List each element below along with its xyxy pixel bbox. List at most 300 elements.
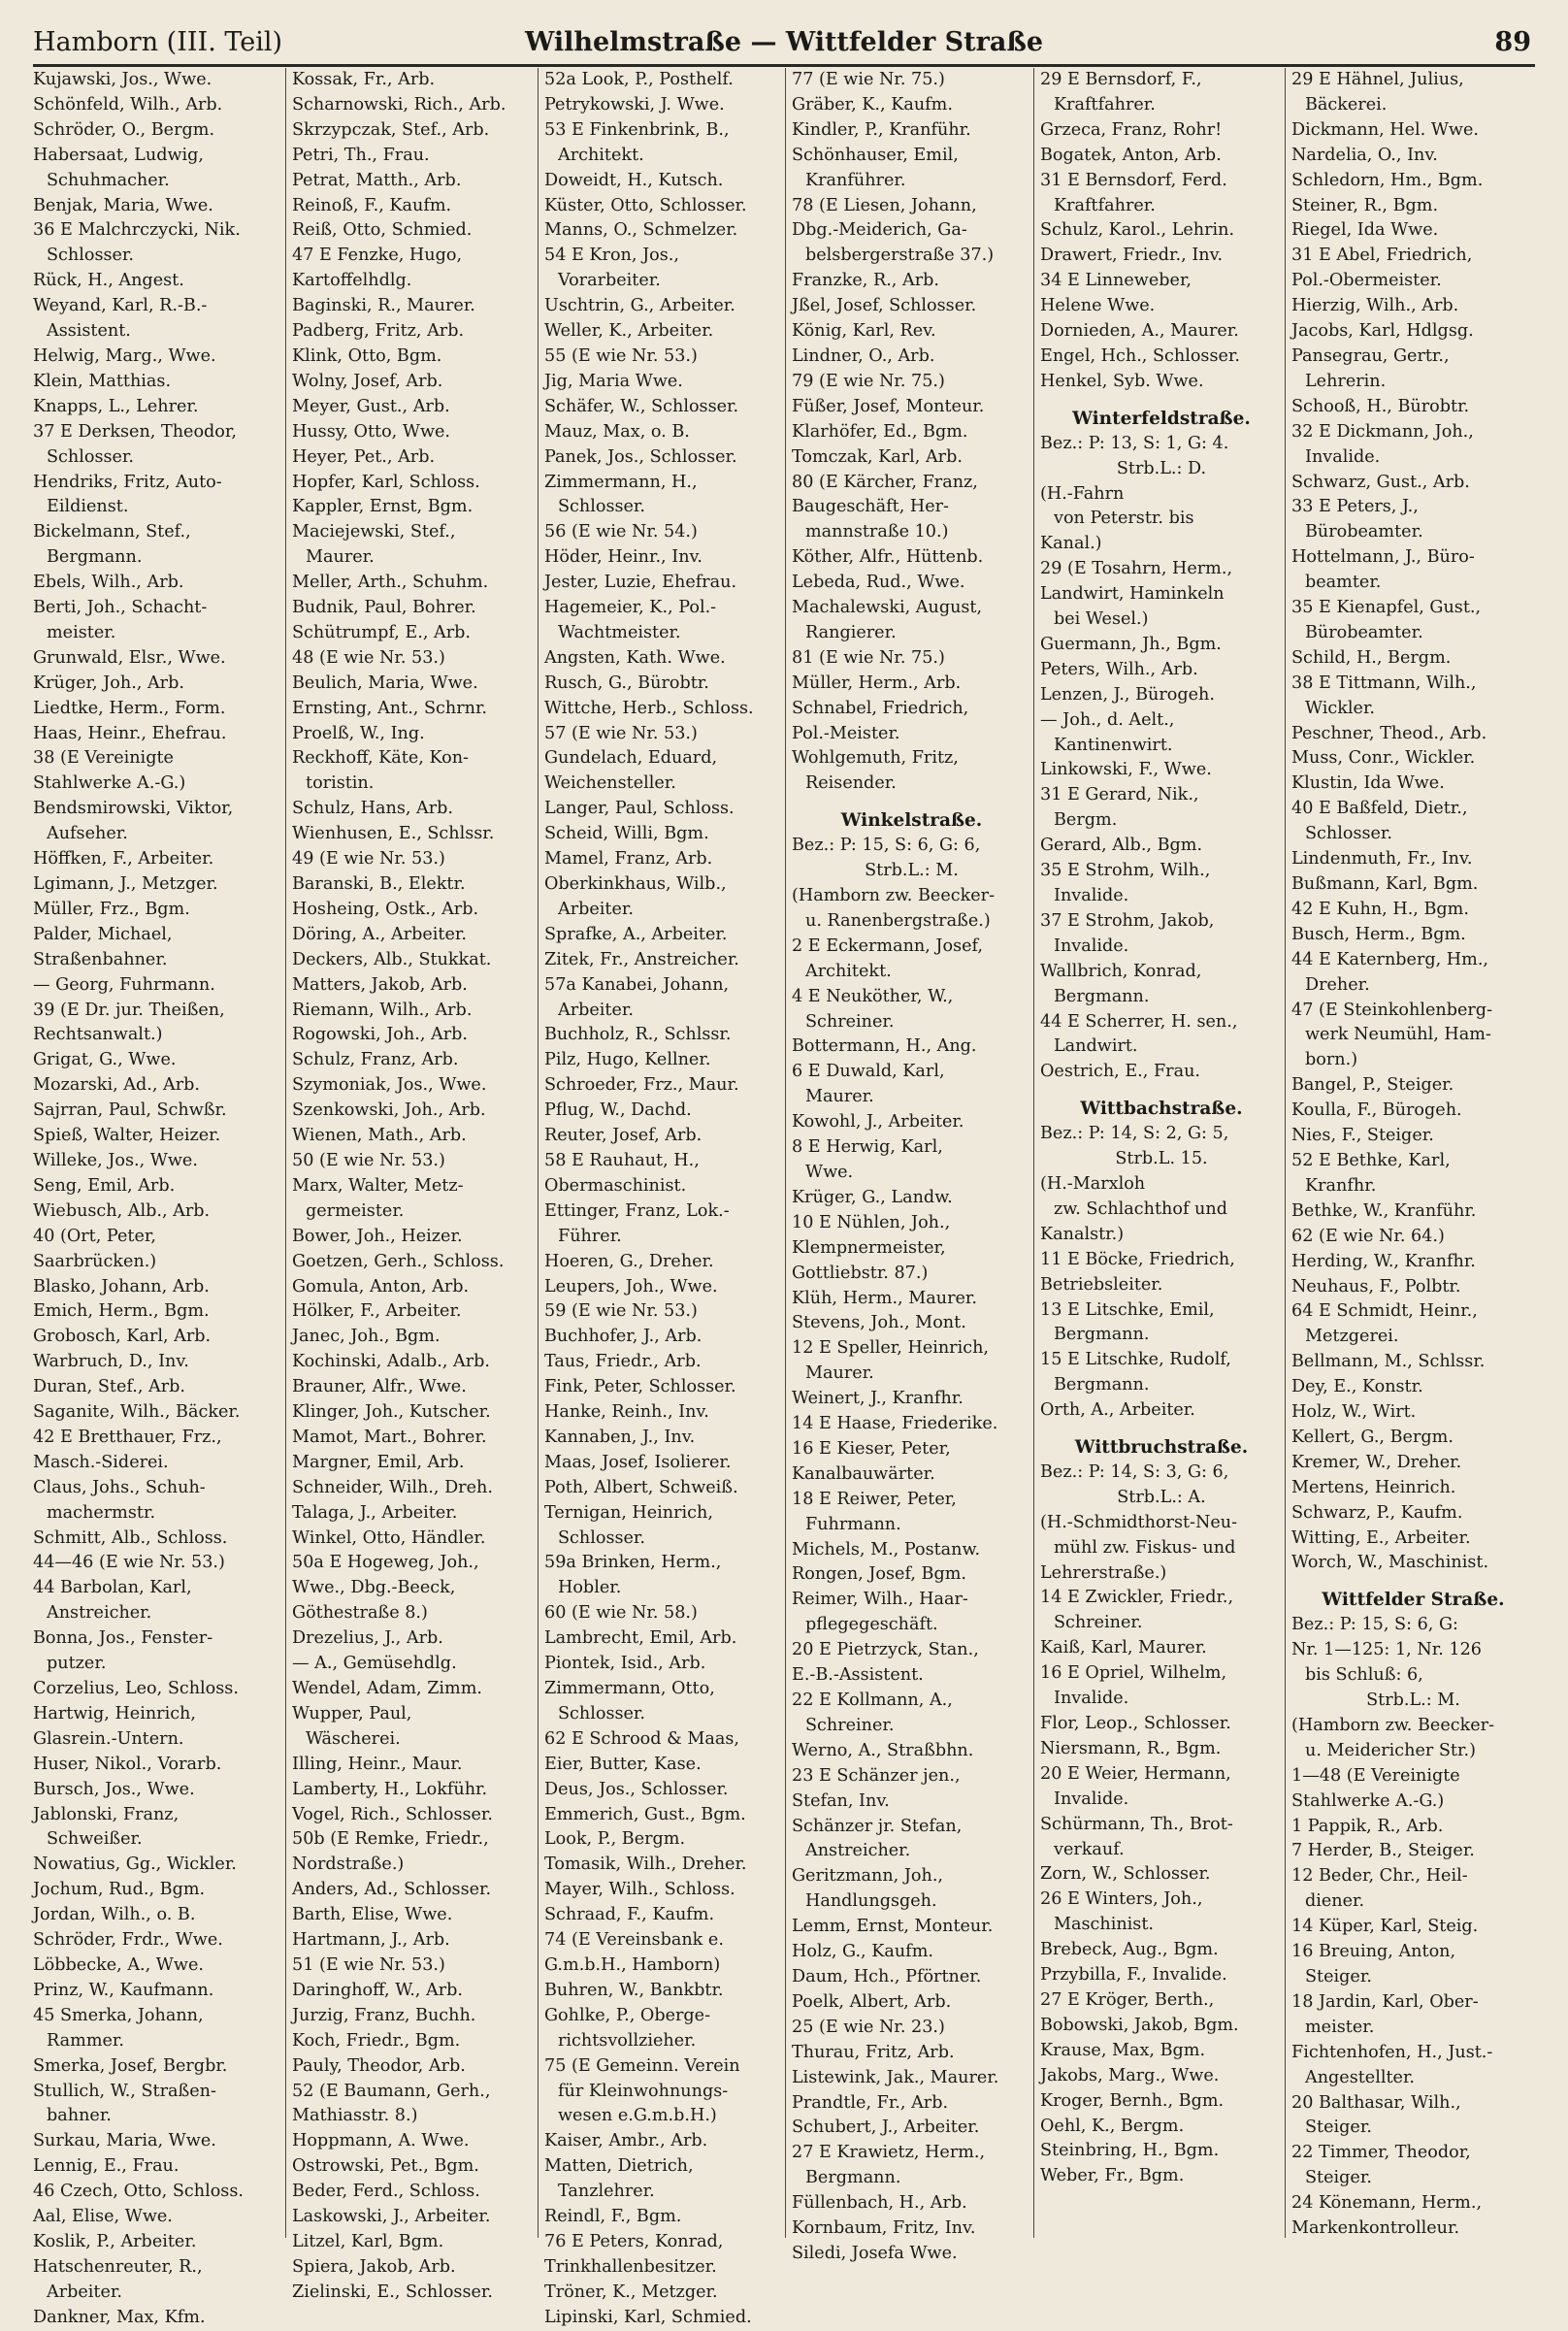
entry-line: 27 E Krawietz, Herm., (792, 2143, 986, 2163)
entry-line: Werno, A., Straßbhn. (792, 1740, 974, 1760)
entry-line: Laskowski, J., Arbeiter. (292, 2207, 491, 2227)
entry-line: Berti, Joh., Schacht- (33, 598, 208, 618)
entry-line: Invalide. (1054, 886, 1129, 905)
entry-line: 44 Barbolan, Karl, (33, 1578, 192, 1598)
entry-line: Riemann, Wilh., Arb. (292, 1000, 473, 1020)
entry-line: Angestellter. (1305, 2067, 1416, 2087)
entry-line: Lambrecht, Emil, Arb. (544, 1628, 737, 1649)
entry-line: (H.-Marxloh (1040, 1173, 1146, 1194)
entry-line: Maurer. (306, 547, 375, 568)
entry-line: Wäscherei. (306, 1728, 401, 1749)
entry-line: Litzel, Karl, Bgm. (292, 2231, 444, 2251)
entry-line: Bursch, Jos., Wwe. (33, 1779, 195, 1799)
entry-line: 50a E Hogeweg, Joh., (292, 1553, 479, 1573)
entry-line: Schledorn, Hm., Bgm. (1291, 170, 1484, 190)
entry-line: Panek, Jos., Schlosser. (544, 446, 737, 467)
entry-line: Holz, G., Kaufm. (792, 1942, 933, 1962)
entry-line: Langer, Paul, Schloss. (544, 799, 735, 819)
entry-line: 49 (E wie Nr. 53.) (292, 849, 445, 870)
entry-line: 1 Pappik, R., Arb. (1291, 1816, 1444, 1836)
entry-line: Gohlke, P., Oberge- (544, 2005, 711, 2025)
entry-line: Küster, Otto, Schlosser. (544, 195, 747, 215)
entry-line: Anstreicher. (805, 1841, 911, 1861)
section-title: Hamborn (III. Teil) (33, 27, 283, 57)
entry-line: Baugeschäft, Her- (792, 497, 950, 517)
entry-line: Invalide. (1054, 1689, 1129, 1709)
entry-line: Schreiner. (805, 1011, 895, 1032)
entry-line: 48 (E wie Nr. 53.) (292, 647, 445, 668)
entry-line: Schuhmacher. (47, 170, 170, 190)
entry-line: Bergmann. (1054, 986, 1150, 1006)
entry-line: 64 E Schmidt, Heinr., (1291, 1301, 1478, 1322)
entry-line: Barth, Elise, Wwe. (292, 1905, 453, 1925)
entry-line: Bürobeamter. (1305, 622, 1423, 642)
entry-line: 20 E Weier, Hermann, (1040, 1763, 1231, 1784)
entry-line: Aal, Elise, Wwe. (33, 2207, 173, 2227)
entry-line: Meller, Arth., Schuhm. (292, 573, 489, 593)
entry-line: Schönfeld, Wilh., Arb. (33, 94, 223, 115)
entry-line: Oehl, K., Bergm. (1040, 2116, 1185, 2136)
entry-line: Wickler. (1305, 698, 1376, 718)
entry-line: Schütrumpf, E., Arb. (292, 622, 471, 642)
entry-line: Bendsmirowski, Viktor, (33, 799, 234, 819)
entry-line: Schwarz, Gust., Arb. (1291, 472, 1470, 492)
entry-line: putzer. (47, 1654, 107, 1674)
entry-line: Hölker, F., Arbeiter. (292, 1301, 462, 1322)
entry-line: Franzke, R., Arb. (792, 271, 939, 291)
entry-line: Gottliebstr. 87.) (792, 1263, 929, 1283)
entry-line: Bäckerei. (1305, 94, 1388, 115)
entry-line: Szenkowski, Joh., Arb. (292, 1100, 486, 1121)
entry-line: 60 (E wie Nr. 58.) (544, 1603, 698, 1624)
entry-line: verkauf. (1054, 1839, 1125, 1859)
entry-line: Rammer. (47, 2030, 124, 2051)
entry-line: Leupers, Joh., Wwe. (544, 1276, 718, 1297)
entry-line: Budnik, Paul, Bohrer. (292, 598, 476, 618)
entry-line: Wallbrich, Konrad, (1040, 961, 1202, 981)
entry-line: 40 E Baßfeld, Dietr., (1291, 799, 1468, 819)
entry-line: Hatschenreuter, R., (33, 2256, 203, 2277)
entry-line: Benjak, Maria, Wwe. (33, 195, 213, 215)
entry-line: u. Meidericher Str.) (1305, 1740, 1476, 1760)
entry-line: Bergmann. (1054, 1375, 1150, 1395)
entry-line: Metzgerei. (1305, 1327, 1399, 1347)
entry-line: Matters, Jakob, Arb. (292, 974, 468, 995)
entry-line: 20 E Pietrzyck, Stan., (792, 1640, 979, 1660)
entry-line: Scharnowski, Rich., Arb. (292, 94, 506, 115)
entry-line: Guermann, Jh., Bgm. (1040, 634, 1222, 654)
entry-line: Dreher. (1305, 974, 1370, 995)
entry-line: Oestrich, E., Frau. (1040, 1062, 1200, 1082)
entry-line: pflegegeschäft. (805, 1615, 938, 1635)
entry-line: 4 E Neuköther, W., (792, 986, 954, 1006)
entry-line: Jurzig, Franz, Buchh. (292, 2005, 476, 2025)
entry-line: 44 E Katernberg, Hm., (1291, 949, 1489, 969)
entry-line: Sajrran, Paul, Schwßr. (33, 1100, 227, 1121)
entry-line: 80 (E Kärcher, Franz, (792, 472, 978, 492)
entry-line: Höder, Heinr., Inv. (544, 547, 702, 568)
entry-line: 42 E Bretthauer, Frz., (33, 1427, 222, 1447)
entry-line: Baginski, R., Maurer. (292, 296, 475, 316)
entry-line: Prinz, W., Kaufmann. (33, 1980, 214, 2000)
entry-line: Klein, Matthias. (33, 371, 172, 391)
entry-line: Steiger. (1305, 2168, 1372, 2188)
entry-line: Habersaat, Ludwig, (33, 145, 204, 165)
entry-line: Eier, Butter, Kase. (544, 1754, 702, 1774)
entry-line: Schwarz, P., Kaufm. (1291, 1502, 1463, 1523)
entry-line: Krüger, Joh., Arb. (33, 673, 184, 693)
entry-line: 76 E Peters, Konrad, (544, 2231, 724, 2251)
entry-line: Pflug, W., Dachd. (544, 1100, 692, 1121)
entry-line: Buhren, W., Bankbtr. (544, 1980, 724, 2000)
entry-line: Höffken, F., Arbeiter. (33, 849, 214, 870)
entry-line: 50 (E wie Nr. 53.) (292, 1150, 445, 1170)
entry-line: Markenkontrolleur. (1291, 2218, 1460, 2239)
entry-line: Gomula, Anton, Arb. (292, 1276, 470, 1297)
entry-line: Hopfer, Karl, Schloss. (292, 472, 480, 492)
entry-line: Zitek, Fr., Anstreicher. (544, 949, 739, 969)
entry-line: 20 Balthasar, Wilh., (1291, 2092, 1461, 2113)
entry-line: Helene Wwe. (1040, 296, 1156, 316)
entry-line: Schulz, Franz, Arb. (292, 1050, 459, 1070)
entry-line: Invalide. (1054, 1789, 1129, 1809)
entry-line: Huser, Nikol., Vorarb. (33, 1754, 222, 1774)
entry-line: Steiner, R., Bgm. (1291, 195, 1439, 215)
entry-line: 36 E Malchrczycki, Nik. (33, 220, 241, 241)
entry-line: Meyer, Gust., Arb. (292, 396, 450, 416)
entry-line: 23 E Schänzer jen., (792, 1765, 961, 1786)
entry-line: 33 E Peters, J., (1291, 497, 1419, 517)
entry-line: Wienen, Math., Arb. (292, 1126, 467, 1146)
entry-line: (H.-Schmidthorst-Neu- (1040, 1512, 1238, 1532)
entry-line: Stahlwerke A.-G.) (33, 773, 186, 794)
entry-line: 10 E Nühlen, Joh., (792, 1212, 951, 1232)
entry-line: Pol.-Obermeister. (1291, 271, 1442, 291)
entry-line: Deckers, Alb., Stukkat. (292, 949, 492, 969)
entry-line: Pauly, Theodor, Arb. (292, 2055, 466, 2076)
entry-line: Szymoniak, Jos., Wwe. (292, 1075, 487, 1096)
entry-line: Kannaben, J., Inv. (544, 1427, 696, 1447)
entry-line: 11 E Böcke, Friedrich, (1040, 1249, 1235, 1269)
directory-column (785, 68, 1031, 2263)
entry-line: 13 E Litschke, Emil, (1040, 1299, 1215, 1320)
entry-line: Zimmermann, H., (544, 472, 698, 492)
entry-line: 16 E Opriel, Wilhelm, (1040, 1663, 1227, 1684)
entry-line: Proelß, W., Ing. (292, 723, 425, 743)
entry-line: Surkau, Maria, Wwe. (33, 2131, 216, 2151)
entry-line: 14 Küper, Karl, Steig. (1291, 1917, 1479, 1937)
entry-line: Piontek, Isid., Arb. (544, 1654, 706, 1674)
entry-line: Machalewski, August, (792, 598, 983, 618)
entry-line: Wwe., Dbg.-Beeck, (292, 1578, 456, 1598)
entry-line: Lehrerstraße.) (1040, 1562, 1167, 1583)
entry-line: Stefan, Inv. (792, 1790, 890, 1811)
entry-line: Wendel, Adam, Zimm. (292, 1679, 483, 1698)
entry-line: Zielinski, E., Schlosser. (292, 2282, 493, 2302)
entry-line: Rück, H., Angest. (33, 271, 184, 291)
street-heading: Winterfeldstraße. (1072, 408, 1251, 429)
entry-line: Schroeder, Frz., Maur. (544, 1075, 739, 1096)
entry-line: Hendriks, Fritz, Auto- (33, 472, 222, 492)
entry-line: 44 E Scherrer, H. sen., (1040, 1011, 1238, 1032)
entry-line: Pansegrau, Gertr., (1291, 345, 1450, 366)
entry-line: Kaiß, Karl, Maurer. (1040, 1638, 1207, 1658)
directory-column (285, 68, 536, 2302)
entry-line: Kanalbauwärter. (792, 1463, 935, 1484)
entry-line: Betriebsleiter. (1040, 1274, 1163, 1295)
entry-line: Mozarski, Ad., Arb. (33, 1075, 200, 1096)
entry-line: Arbeiter. (47, 2282, 122, 2302)
entry-line: Mauz, Max, o. B. (544, 421, 690, 442)
entry-line: Rangierer. (805, 622, 897, 642)
entry-line: Maciejewski, Stef., (292, 522, 456, 542)
entry-line: 29 E Bernsdorf, F., (1040, 70, 1202, 89)
entry-line: Engel, Hch., Schlosser. (1040, 345, 1240, 366)
entry-line: Hierzig, Wilh., Arb. (1291, 296, 1459, 316)
entry-line: Rechtsanwalt.) (33, 1025, 163, 1045)
entry-line: Buchholz, R., Schlssr. (544, 1025, 732, 1045)
entry-line: Hagemeier, K., Pol.- (544, 598, 717, 618)
entry-line: Schreiner. (805, 1715, 895, 1735)
entry-line: Obermaschinist. (544, 1175, 687, 1196)
entry-line: 40 (Ort, Peter, (33, 1226, 156, 1246)
entry-line: born.) (1305, 1050, 1358, 1070)
entry-line: Kraftfahrer. (1054, 94, 1156, 115)
entry-line: 35 E Kienapfel, Gust., (1291, 598, 1482, 618)
entry-line: für Kleinwohnungs- (558, 2081, 729, 2101)
entry-line: Bickelmann, Stef., (33, 522, 191, 542)
entry-line: Fink, Peter, Schlosser. (544, 1377, 736, 1397)
entry-line: richtsvollzieher. (558, 2030, 697, 2051)
entry-line: Handlungsgeh. (805, 1891, 937, 1912)
entry-line: Kranführer. (805, 170, 906, 190)
entry-line: Schlosser. (47, 246, 134, 266)
entry-line: Mamot, Mart., Bohrer. (292, 1427, 487, 1447)
entry-line: Schänzer jr. Stefan, (792, 1816, 963, 1836)
entry-line: Bonna, Jos., Fenster- (33, 1628, 213, 1649)
entry-line: 57 (E wie Nr. 53.) (544, 723, 698, 743)
entry-line: 8 E Herwig, Karl, (792, 1137, 943, 1158)
entry-line: Jig, Maria Wwe. (544, 371, 683, 391)
entry-line: Ettinger, Franz, Lok.- (544, 1200, 730, 1221)
entry-line: Schröder, O., Bergm. (33, 119, 215, 140)
entry-line: Maschinist. (1054, 1915, 1154, 1935)
entry-line: Kornbaum, Fritz, Inv. (792, 2218, 976, 2239)
entry-line: 45 Smerka, Johann, (33, 2005, 204, 2025)
entry-line: Beder, Ferd., Schloss. (292, 2182, 480, 2202)
entry-line: Drawert, Friedr., Inv. (1040, 246, 1224, 266)
entry-line: Kossak, Fr., Arb. (292, 70, 436, 89)
entry-line: 12 E Speller, Heinrich, (792, 1338, 989, 1359)
entry-line: Prandtle, Fr., Arb. (792, 2092, 949, 2113)
entry-line: 62 E Schrood & Maas, (544, 1728, 739, 1749)
entry-line: Grigat, G., Wwe. (33, 1050, 177, 1070)
entry-line: Kaiser, Ambr., Arb. (544, 2131, 708, 2151)
entry-line: Hanke, Reinh., Inv. (544, 1402, 709, 1423)
entry-line: Rusch, G., Bürobtr. (544, 673, 709, 693)
entry-line: Schröder, Frdr., Wwe. (33, 1930, 223, 1951)
entry-line: Grzeca, Franz, Rohr! (1040, 119, 1223, 140)
entry-line: Nies, F., Steiger. (1291, 1126, 1434, 1146)
entry-line: 31 E Gerard, Nik., (1040, 785, 1199, 805)
entry-line: Wachtmeister. (558, 622, 681, 642)
entry-line: Zimmermann, Otto, (544, 1679, 715, 1698)
entry-line: Schlosser. (558, 1703, 645, 1724)
entry-line: Reisender. (805, 773, 897, 794)
entry-line: Trinkhallenbesitzer. (544, 2256, 717, 2277)
entry-line: Duran, Stef., Arb. (33, 1377, 186, 1397)
entry-line: 50b (E Remke, Friedr., (292, 1829, 489, 1850)
entry-line: Weller, K., Arbeiter. (544, 321, 714, 342)
entry-line: Listewink, Jak., Maurer. (792, 2067, 999, 2087)
entry-line: Krause, Max, Bgm. (1040, 2040, 1206, 2060)
entry-line: 22 Timmer, Theodor, (1291, 2143, 1471, 2163)
entry-line: Skrzypczak, Stef., Arb. (292, 119, 490, 140)
entry-line: 34 E Linneweber, (1040, 271, 1192, 291)
entry-line: 29 E Hähnel, Julius, (1291, 70, 1464, 89)
entry-line: Bellmann, M., Schlssr. (1291, 1352, 1486, 1372)
street-heading: Wittbruchstraße. (1074, 1437, 1249, 1459)
entry-line: Müller, Herm., Arb. (792, 673, 962, 693)
entry-line: Palder, Michael, (33, 924, 173, 944)
entry-line: 12 Beder, Chr., Heil- (1291, 1866, 1468, 1887)
entry-line: E.-B.-Assistent. (792, 1665, 924, 1686)
entry-line: Gräber, K., Kaufm. (792, 94, 953, 115)
entry-line: Matten, Dietrich, (544, 2156, 694, 2177)
entry-line: Uschtrin, G., Arbeiter. (544, 296, 735, 316)
entry-line: 18 Jardin, Karl, Ober- (1291, 1991, 1479, 2012)
entry-line: Blasko, Johann, Arb. (33, 1276, 210, 1297)
entry-line: Architekt. (558, 145, 644, 165)
entry-line: Straßenbahner. (33, 949, 168, 969)
entry-line: Reckhoff, Käte, Kon- (292, 748, 469, 769)
entry-line: Klüh, Herm., Maurer. (792, 1288, 977, 1308)
entry-line: 38 (E Vereinigte (33, 748, 174, 769)
entry-line: Vogel, Rich., Schlosser. (292, 1804, 494, 1824)
entry-line: von Peterstr. bis (1054, 509, 1194, 529)
entry-line: — Georg, Fuhrmann. (33, 974, 215, 995)
entry-line: Nowatius, Gg., Wickler. (33, 1855, 237, 1875)
entry-line: Saarbrücken.) (33, 1251, 157, 1271)
entry-line: Beulich, Maria, Wwe. (292, 673, 478, 693)
entry-line: Spiera, Jakob, Arb. (292, 2256, 456, 2277)
directory-column (1033, 68, 1283, 2238)
entry-line: Lenzen, J., Bürogeh. (1040, 684, 1215, 705)
entry-line: bahner. (47, 2106, 112, 2126)
entry-line: Emich, Herm., Bgm. (33, 1301, 210, 1322)
entry-line: Buchhofer, J., Arb. (544, 1327, 702, 1347)
entry-line: Lemm, Ernst, Monteur. (792, 1917, 994, 1937)
entry-line: Göthestraße 8.) (292, 1603, 428, 1624)
entry-line: Schlosser. (1305, 824, 1392, 844)
entry-line: Wupper, Paul, (292, 1703, 412, 1724)
entry-line: 31 E Bernsdorf, Ferd. (1040, 170, 1227, 190)
entry-line: 55 (E wie Nr. 53.) (544, 345, 698, 366)
entry-line: Doweidt, H., Kutsch. (544, 170, 724, 190)
entry-line: Kremer, W., Dreher. (1291, 1452, 1462, 1472)
entry-line: Dornieden, A., Maurer. (1040, 321, 1239, 342)
entry-line: Invalide. (1054, 936, 1129, 956)
entry-line: 57a Kanabei, Johann, (544, 974, 730, 995)
entry-line: Architekt. (805, 961, 892, 981)
entry-line: Invalide. (1305, 446, 1381, 467)
entry-line: Schönhauser, Emil, (792, 145, 959, 165)
entry-line: Schild, H., Bergm. (1291, 647, 1452, 668)
entry-line: Margner, Emil, Arb. (292, 1452, 465, 1472)
entry-line: 52 (E Baumann, Gerh., (292, 2081, 491, 2101)
entry-line: Sprafke, A., Arbeiter. (544, 924, 728, 944)
entry-line: Anstreicher. (47, 1603, 152, 1624)
entry-line: Winkel, Otto, Händler. (292, 1527, 486, 1548)
entry-line: Michels, M., Postanw. (792, 1539, 981, 1559)
entry-line: Reimer, Wilh., Haar- (792, 1590, 968, 1610)
entry-line: Vorarbeiter. (558, 271, 661, 291)
entry-line: beamter. (1305, 573, 1382, 593)
entry-line: Bez.: P: 15, S: 6, G: (1291, 1615, 1458, 1635)
entry-line: 37 E Strohm, Jakob, (1040, 910, 1215, 931)
entry-line: 14 E Haase, Friederike. (792, 1414, 998, 1434)
entry-line: Schlosser. (558, 497, 645, 517)
entry-line: Weinert, J., Kranfhr. (792, 1389, 964, 1409)
entry-line: 51 (E wie Nr. 53.) (292, 1954, 445, 1975)
entry-line: Hobler. (558, 1578, 622, 1598)
entry-line: Landwirt, Haminkeln (1040, 584, 1225, 605)
entry-line: Spieß, Walter, Heizer. (33, 1126, 221, 1146)
entry-line: Seng, Emil, Arb. (33, 1175, 176, 1196)
entry-line: Scheid, Willi, Bgm. (544, 824, 709, 844)
entry-line: Bez.: P: 13, S: 1, G: 4. (1040, 433, 1229, 453)
entry-line: Kindler, P., Kranführ. (792, 119, 971, 140)
entry-line: Haas, Heinr., Ehefrau. (33, 723, 227, 743)
entry-line: Saganite, Wilh., Bäcker. (33, 1402, 241, 1423)
entry-line: Mayer, Wilh., Schloss. (544, 1880, 735, 1900)
entry-line: toristin. (306, 773, 375, 794)
entry-line: Hoeren, G., Dreher. (544, 1251, 714, 1271)
entry-line: 52 E Bethke, Karl, (1291, 1150, 1451, 1170)
entry-line: 46 Czech, Otto, Schloss. (33, 2182, 244, 2202)
entry-line: Löbbecke, A., Wwe. (33, 1954, 204, 1975)
street-heading: Wittfelder Straße. (1322, 1590, 1505, 1611)
entry-line: Arbeiter. (558, 899, 634, 919)
entry-line: Baranski, B., Elektr. (292, 874, 466, 894)
entry-line: Bower, Joh., Heizer. (292, 1226, 463, 1246)
entry-line: Schlosser. (558, 1527, 645, 1548)
entry-line: Poelk, Albert, Arb. (792, 1991, 952, 2012)
entry-line: Lehrerin. (1305, 371, 1387, 391)
entry-line: Kujawski, Jos., Wwe. (33, 70, 212, 89)
entry-line: Goetzen, Gerh., Schloss. (292, 1251, 505, 1271)
entry-line: Krüger, G., Landw. (792, 1187, 953, 1207)
entry-line: Manns, O., Schmelzer. (544, 220, 738, 241)
entry-line: 35 E Strohm, Wilh., (1040, 861, 1211, 881)
entry-line: Klustin, Ida Wwe. (1291, 773, 1445, 794)
entry-line: 59a Brinken, Herm., (544, 1553, 722, 1573)
entry-line: Weber, Fr., Bgm. (1040, 2166, 1185, 2186)
entry-line: Bergmann. (47, 547, 143, 568)
entry-line: Wohlgemuth, Fritz, (792, 748, 959, 769)
entry-line: Schmitt, Alb., Schloss. (33, 1527, 228, 1548)
entry-line: Schäfer, W., Schlosser. (544, 396, 739, 416)
entry-line: Jordan, Wilh., o. B. (33, 1905, 196, 1925)
entry-line: Strb.L. 15. (1115, 1149, 1208, 1169)
entry-line: Wienhusen, E., Schlssr. (292, 824, 495, 844)
entry-line: Bergm. (1054, 810, 1118, 831)
entry-line: Dey, E., Konstr. (1291, 1377, 1423, 1397)
entry-line: 24 Könemann, Herm., (1291, 2193, 1483, 2214)
entry-line: Claus, Johs., Schuh- (33, 1477, 206, 1497)
entry-line: Peters, Wilh., Arb. (1040, 659, 1198, 679)
entry-line: Daringhoff, W., Arb. (292, 1980, 463, 2000)
